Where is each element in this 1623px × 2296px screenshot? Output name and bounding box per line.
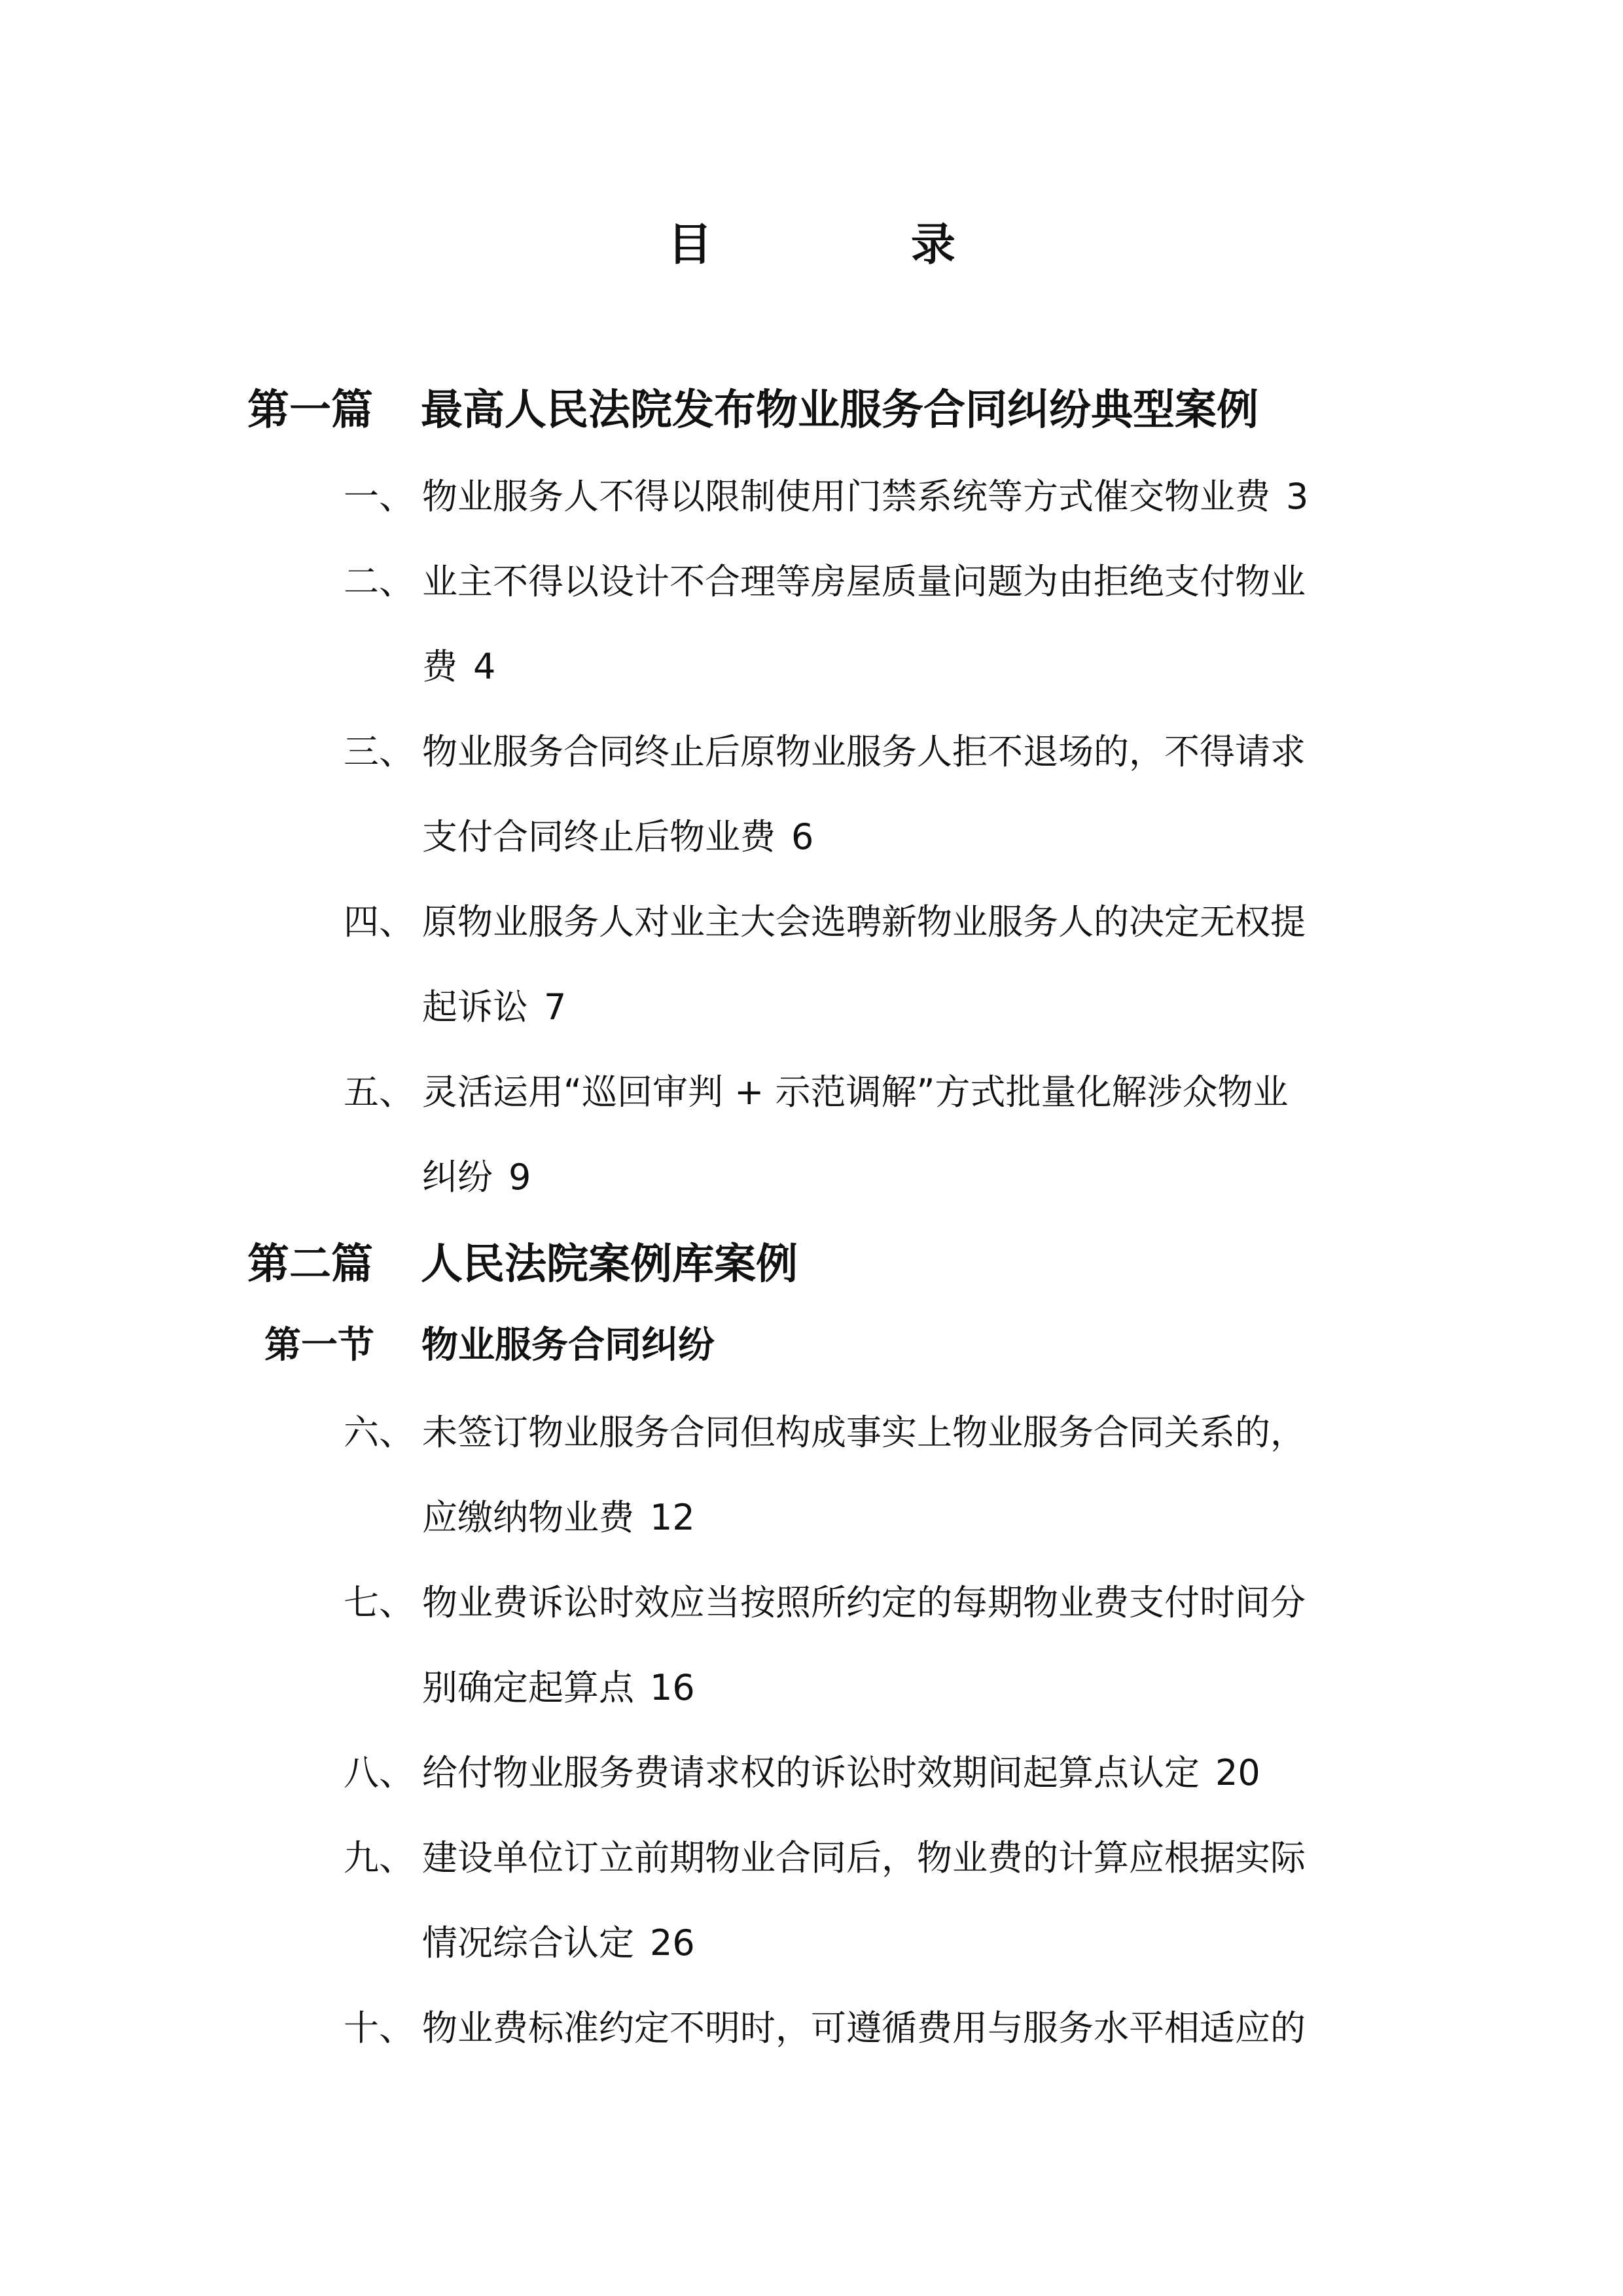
toc-entry-4-cont[interactable]	[422, 986, 567, 1028]
entry-title-line: 未签订物业服务合同但构成事实上物业服务合同关系的，	[422, 1412, 1306, 1453]
section-heading	[264, 1324, 715, 1367]
entry-title-line: 支付合同终止后物业费	[422, 816, 776, 857]
toc-entry-2[interactable]	[344, 561, 1306, 602]
toc-entry-9[interactable]	[344, 1837, 1306, 1878]
entry-title-line: 物业服务人不得以限制使用门禁系统等方式催交物业费	[422, 476, 1270, 517]
entry-title-line: 应缴纳物业费	[422, 1497, 634, 1538]
section-title: 物业服务合同纠纷	[421, 1324, 715, 1367]
part-title: 人民法院案例库案例	[421, 1240, 798, 1289]
entry-page-number: 20	[1215, 1752, 1260, 1793]
entry-number: 八、	[344, 1752, 414, 1793]
toc-entry-6[interactable]	[344, 1412, 1306, 1453]
entry-number: 九、	[344, 1837, 414, 1878]
entry-title-line: 灵活运用“巡回审判 + 示范调解”方式批量化解涉众物业	[422, 1071, 1289, 1113]
entry-title-line: 给付物业服务费请求权的诉讼时效期间起算点认定	[422, 1752, 1200, 1793]
toc-entry-7[interactable]	[344, 1582, 1306, 1623]
part-label: 第二篇	[247, 1240, 373, 1289]
entry-page-number: 12	[650, 1497, 695, 1538]
entry-title-line: 建设单位订立前期物业合同后，物业费的计算应根据实际	[422, 1837, 1306, 1878]
entry-page-number: 3	[1286, 476, 1309, 517]
section-label: 第一节	[264, 1324, 374, 1367]
toc-entry-5[interactable]	[344, 1071, 1289, 1113]
toc-entry-6-cont[interactable]	[422, 1497, 695, 1538]
entry-number: 五、	[344, 1071, 414, 1113]
part-heading-1	[247, 386, 1258, 435]
toc-entry-5-cont[interactable]	[422, 1157, 531, 1198]
toc-entry-3[interactable]	[344, 731, 1306, 772]
entry-page-number: 6	[791, 816, 814, 857]
part-title: 最高人民法院发布物业服务合同纠纷典型案例	[421, 386, 1258, 435]
entry-page-number: 7	[544, 986, 567, 1028]
toc-entry-7-cont[interactable]	[422, 1667, 695, 1708]
entry-page-number: 26	[650, 1922, 695, 1964]
page-title: 目 录	[668, 219, 1047, 271]
entry-title-line: 物业服务合同终止后原物业服务人拒不退场的，不得请求	[422, 731, 1306, 772]
entry-number: 十、	[344, 2007, 414, 2049]
entry-title-line: 费	[422, 646, 457, 687]
toc-entry-4[interactable]	[344, 901, 1306, 942]
toc-entry-8[interactable]	[344, 1752, 1260, 1793]
entry-number: 七、	[344, 1582, 414, 1623]
entry-title-line: 原物业服务人对业主大会选聘新物业服务人的决定无权提	[422, 901, 1306, 942]
entry-page-number: 4	[473, 646, 496, 687]
entry-title-line: 起诉讼	[422, 986, 528, 1028]
entry-number: 四、	[344, 901, 414, 942]
entry-title-line: 业主不得以设计不合理等房屋质量问题为由拒绝支付物业	[422, 561, 1306, 602]
part-label: 第一篇	[247, 386, 373, 435]
entry-number: 二、	[344, 561, 414, 602]
toc-entry-3-cont[interactable]	[422, 816, 814, 857]
entry-page-number: 9	[508, 1157, 531, 1198]
entry-number: 三、	[344, 731, 414, 772]
entry-title-line: 情况综合认定	[422, 1922, 634, 1964]
toc-entry-1[interactable]	[344, 476, 1309, 517]
entry-number: 六、	[344, 1412, 414, 1453]
toc-entry-10[interactable]	[344, 2007, 1306, 2049]
toc-entry-9-cont[interactable]	[422, 1922, 695, 1964]
entry-page-number: 16	[650, 1667, 695, 1708]
entry-title-line: 物业费诉讼时效应当按照所约定的每期物业费支付时间分	[422, 1582, 1306, 1623]
part-heading-2	[247, 1240, 798, 1289]
entry-title-line: 物业费标准约定不明时，可遵循费用与服务水平相适应的	[422, 2007, 1306, 2049]
toc-entry-2-cont[interactable]	[422, 646, 496, 687]
entry-title-line: 别确定起算点	[422, 1667, 634, 1708]
entry-number: 一、	[344, 476, 414, 517]
entry-title-line: 纠纷	[422, 1157, 493, 1198]
